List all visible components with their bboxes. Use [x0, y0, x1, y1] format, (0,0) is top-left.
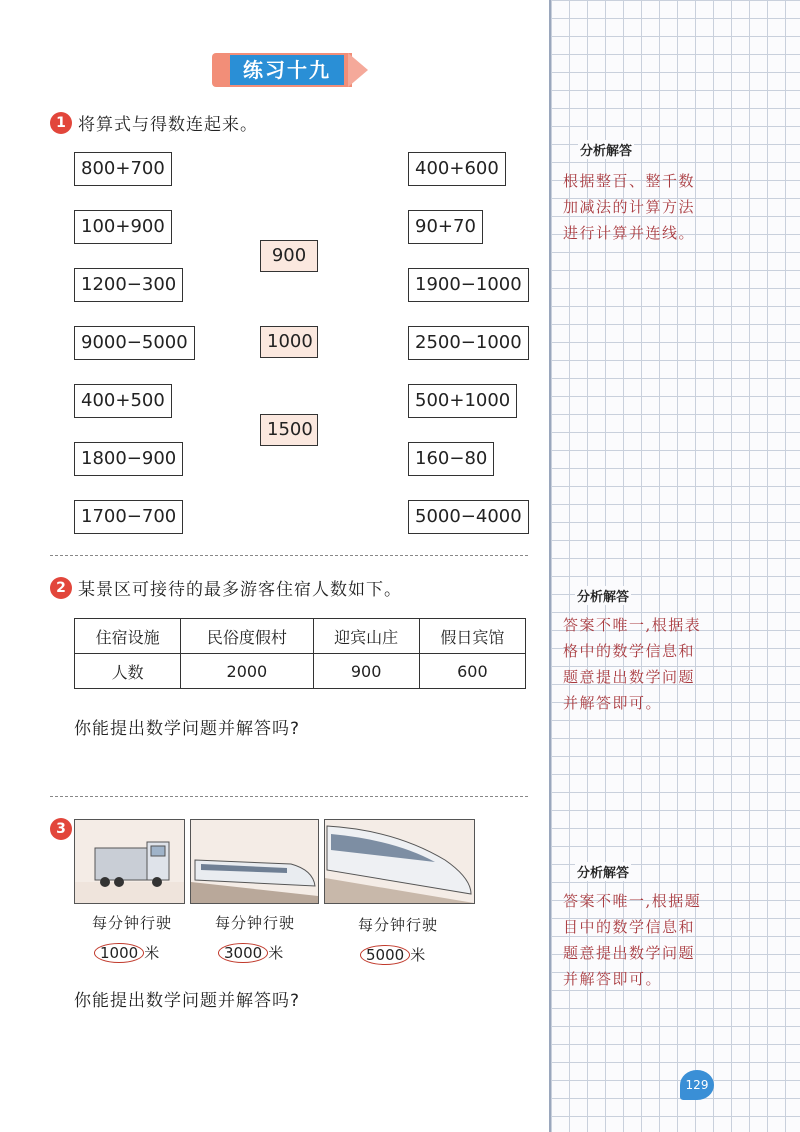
right-expression[interactable]: 400+600: [408, 152, 506, 186]
section-divider: [50, 796, 528, 797]
right-expression[interactable]: 5000−4000: [408, 500, 529, 534]
train-image: [190, 819, 319, 904]
truck-speed: [94, 942, 159, 963]
right-expression[interactable]: 500+1000: [408, 384, 517, 418]
result-box[interactable]: 900: [260, 240, 318, 272]
accommodation-table: [74, 618, 526, 689]
question-1-prompt: 将算式与得数连起来。: [78, 115, 258, 135]
analysis-heading-1: 分析解答: [578, 140, 634, 159]
left-expression[interactable]: 1700−700: [74, 500, 183, 534]
section-divider: [50, 555, 528, 556]
title-banner: [212, 53, 372, 87]
train-speed-value: 3000: [218, 943, 268, 963]
right-expression[interactable]: 2500−1000: [408, 326, 529, 360]
analysis-text-2: 答案不唯一,根据表格中的数学信息和题意提出数学问题并解答即可。: [563, 616, 702, 712]
table-header-cell: 民俗度假村: [181, 619, 313, 654]
truck-speed-value: 1000: [94, 943, 144, 963]
table-header-cell: 假日宾馆: [419, 619, 525, 654]
table-cell: 人数: [75, 654, 181, 689]
right-expression[interactable]: 90+70: [408, 210, 483, 244]
page-title: 练习十九: [230, 55, 344, 85]
question-3-ask: 你能提出数学问题并解答吗?: [74, 991, 301, 1011]
result-box[interactable]: 1000: [260, 326, 318, 358]
left-expression[interactable]: 9000−5000: [74, 326, 195, 360]
question-1-badge: 1: [50, 112, 72, 134]
analysis-text-3: 答案不唯一,根据题目中的数学信息和题意提出数学问题并解答即可。: [563, 892, 702, 988]
result-box[interactable]: 1500: [260, 414, 318, 446]
high-speed-train-image: [324, 819, 475, 904]
table-header-cell: 迎宾山庄: [313, 619, 419, 654]
analysis-column: [549, 0, 800, 1132]
left-expression[interactable]: 400+500: [74, 384, 172, 418]
table-row: [75, 654, 526, 689]
left-expression[interactable]: 1200−300: [74, 268, 183, 302]
table-header-cell: 住宿设施: [75, 619, 181, 654]
right-expression[interactable]: 160−80: [408, 442, 494, 476]
high-speed-train-speed: [360, 944, 425, 965]
unit-label: 米: [410, 946, 426, 964]
table-cell: 900: [313, 654, 419, 689]
analysis-heading-2: 分析解答: [575, 586, 631, 605]
train-caption: 每分钟行驶: [214, 914, 295, 932]
truck-image: [74, 819, 185, 904]
question-2-badge: 2: [50, 577, 72, 599]
analysis-heading-3: 分析解答: [575, 862, 631, 881]
left-expression[interactable]: 800+700: [74, 152, 172, 186]
high-speed-train-caption: 每分钟行驶: [357, 916, 438, 934]
analysis-text-1: 根据整百、整千数加减法的计算方法进行计算并连线。: [563, 172, 696, 242]
truck-caption: 每分钟行驶: [91, 914, 172, 932]
question-2-ask: 你能提出数学问题并解答吗?: [74, 719, 301, 739]
left-expression[interactable]: 1800−900: [74, 442, 183, 476]
table-cell: 600: [419, 654, 525, 689]
left-expression[interactable]: 100+900: [74, 210, 172, 244]
table-header-row: [75, 619, 526, 654]
page-number: 129: [680, 1070, 714, 1100]
unit-label: 米: [268, 944, 284, 962]
question-2-prompt: 某景区可接待的最多游客住宿人数如下。: [78, 580, 402, 600]
high-speed-train-speed-value: 5000: [360, 945, 410, 965]
unit-label: 米: [144, 944, 160, 962]
right-expression[interactable]: 1900−1000: [408, 268, 529, 302]
table-cell: 2000: [181, 654, 313, 689]
question-3-badge: 3: [50, 818, 72, 840]
train-speed: [218, 942, 283, 963]
